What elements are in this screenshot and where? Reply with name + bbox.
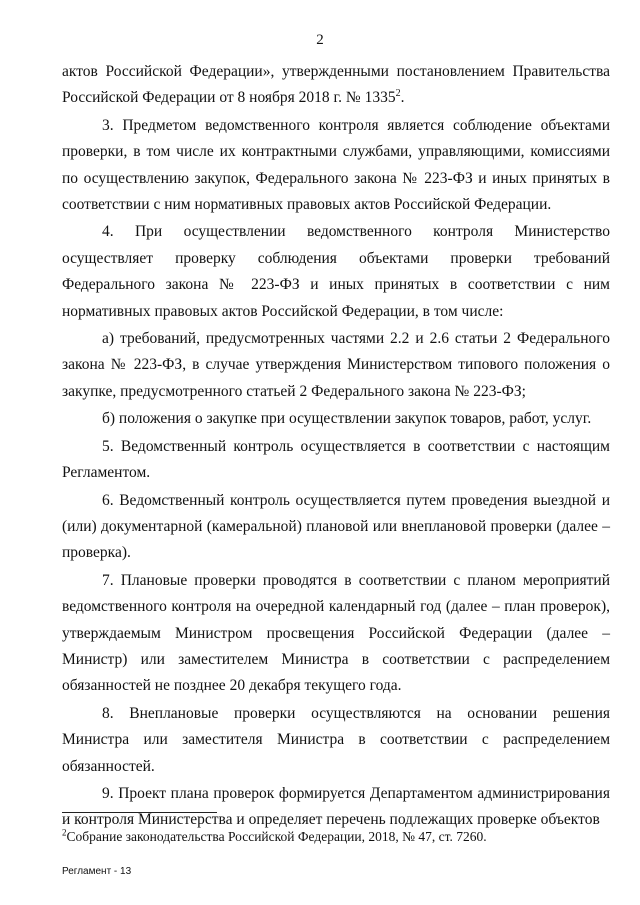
document-body — [62, 59, 610, 834]
footnote-reference: 2 — [395, 88, 401, 100]
paragraph-item-5: 5. Ведомственный контроль осуществляется в соответствии с настоящим Регламентом. — [62, 437, 610, 482]
paragraph-item-9: 9. Проект плана проверок формируется Департаментом администрирования и контроля Министерства и определяет перечень подлежащих проверке объектов — [62, 784, 610, 829]
paragraph-item-3: 3. Предметом ведомственного контроля является соблюдение объектами проверки, в том числе их контрактными службами, управляющими, комиссиями по осуществлению закупок, Федерального закона № 223-ФЗ и иных принятых в соответствии с ним нормативных правовых актов Российской Федерации. — [62, 116, 610, 214]
footnote-marker: 2 — [62, 827, 67, 838]
paragraph-item-4: 4. При осуществлении ведомственного контроля Министерство осуществляет проверку соблюдения объектами проверки требований Федерального закона № 223-ФЗ и иных принятых в соответствии с ним нормативных правовых актов Российской Федерации, в том числе: — [62, 223, 610, 320]
footnote-text: Собрание законодательства Российской Федерации, 2018, № 47, ст. 7260. — [66, 829, 487, 844]
paragraph-item-6: 6. Ведомственный контроль осуществляется путем проведения выездной и (или) документарной (камеральной) плановой или внеплановой проверки (далее – проверка). — [62, 491, 610, 562]
paragraph-subitem-b: б) положения о закупке при осуществлении закупок товаров, работ, услуг. — [102, 410, 592, 428]
paragraph-subitem-a: а) требований, предусмотренных частями 2.2 и 2.6 статьи 2 Федерального закона № 223-ФЗ, в случае утверждения Министерством типового положения о закупке, предусмотренного статьей 2 Федерального закона № 223-ФЗ; — [62, 330, 610, 400]
paragraph-item-8: 8. Внеплановые проверки осуществляются на основании решения Министра или заместителя Министра в соответствии с распределением обязанностей. — [62, 704, 610, 775]
paragraph-continuation: актов Российской Федерации», утвержденными постановлением Правительства Российской Федерации от 8 ноября 2018 г. № 1335$^2$. — [62, 63, 610, 107]
footnote — [62, 828, 610, 846]
page-number: 2 — [316, 32, 324, 48]
document-code: Регламент - 13 — [62, 866, 132, 877]
paragraph-item-7: 7. Плановые проверки проводятся в соответствии с планом мероприятий ведомственного контроля на очередной календарный год (далее – план проверок), утверждаемым Министром просвещения Российской Федерации (далее – Министр) или заместителем Министра в соответствии с распределением обязанностей не позднее 20 декабря текущего года. — [62, 571, 610, 695]
paragraph-text: актов Российской Федерации», утвержденными постановлением Правительства Российской Федерации от 8 ноября 2018 г. № 1335 — [62, 63, 610, 107]
footnote-divider — [62, 812, 217, 813]
